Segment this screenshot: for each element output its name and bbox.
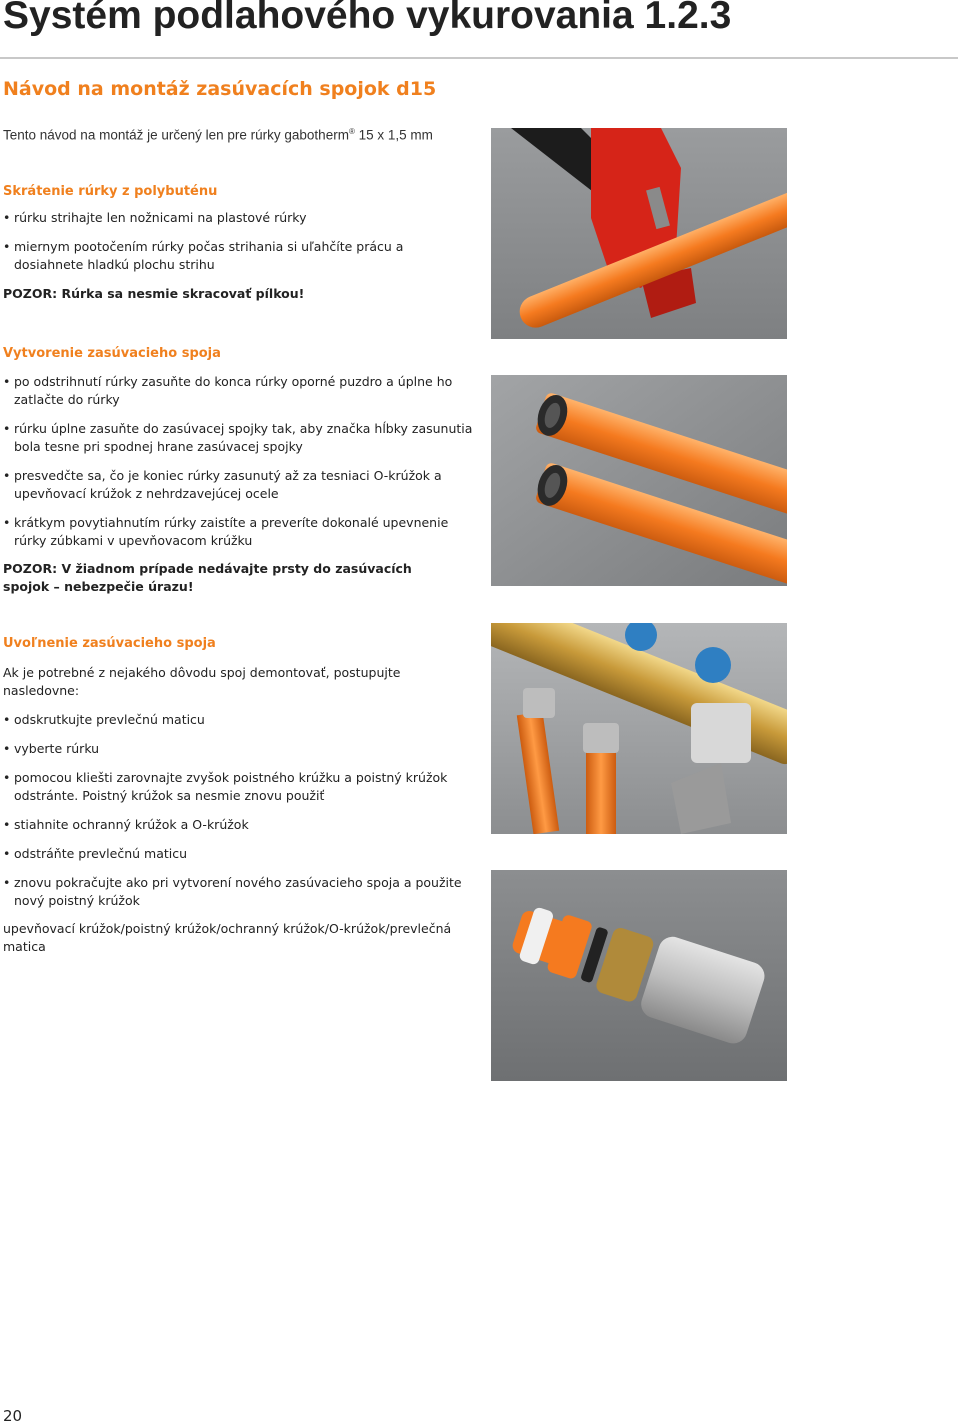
- list-item: • pomocou kliešti zarovnajte zvyšok poistného krúžku a poistný krúžok odstránte. Poistný krúžok sa nesmie znovu použiť: [3, 770, 448, 803]
- warning-text: POZOR: V žiadnom prípade nedávajte prsty do zasúvacích spojok – nebezpečie úrazu!: [3, 561, 412, 594]
- section-intro: Ak je potrebné z nejakého dôvodu spoj demontovať, postupujte nasledovne:: [3, 665, 401, 698]
- section-heading: Skrátenie rúrky z polybuténu: [3, 184, 218, 199]
- intro-text: Tento návod na montáž je určený len pre rúrky gabotherm® 15 x 1,5 mm: [3, 127, 433, 143]
- photo-fitting-rings: [491, 870, 787, 1081]
- list-item: • po odstrihnutí rúrky zasuňte do konca rúrky oporné puzdro a úplne ho zatlačte do rúrky: [3, 374, 453, 407]
- list-item: • odstráňte prevlečnú maticu: [3, 846, 188, 861]
- section-heading: Vytvorenie zasúvacieho spoja: [3, 346, 221, 361]
- list-item: • presvedčte sa, čo je koniec rúrky zasunutý až za tesniaci O-krúžok a upevňovací krúžok z nehrdzavejúcej ocele: [3, 468, 442, 501]
- list-item: • krátkym povytiahnutím rúrky zaistíte a preveríte dokonalé upevnenie rúrky zúbkami v upevňovacom krúžku: [3, 515, 449, 548]
- section-connect: [3, 345, 473, 596]
- list-item: • miernym pootočením rúrky počas strihania si uľahčíte prácu a dosiahnete hladkú plochu strihu: [3, 239, 404, 272]
- parts-caption: upevňovací krúžok/poistný krúžok/ochranný krúžok/O-krúžok/prevlečná matica: [3, 921, 452, 954]
- list-item: • rúrku strihajte len nožnicami na plastové rúrky: [3, 210, 307, 225]
- warning-text: POZOR: Rúrka sa nesmie skracovať pílkou!: [3, 286, 305, 301]
- page-number: 20: [3, 1407, 23, 1425]
- title-divider: [0, 57, 958, 59]
- section-heading: Uvoľnenie zasúvacieho spoja: [3, 636, 216, 651]
- photo-pipes-with-sleeves: [491, 375, 787, 586]
- section-cutting: [3, 183, 473, 303]
- list-item: • znovu pokračujte ako pri vytvorení nového zasúvacieho spoja a použite nový poistný krúžok: [3, 875, 462, 908]
- page-title: Systém podlahového vykurovania 1.2.3: [3, 0, 732, 37]
- list-item: • vyberte rúrku: [3, 741, 100, 756]
- section-release: [3, 635, 473, 956]
- list-item: • stiahnite ochranný krúžok a O-krúžok: [3, 817, 249, 832]
- list-item: • rúrku úplne zasuňte do zasúvacej spojky tak, aby značka hĺbky zasunutia bola tesne pri spodnej hrane zasúvacej spojky: [3, 421, 473, 454]
- photo-manifold: [491, 623, 787, 834]
- list-item: • odskrutkujte prevlečnú maticu: [3, 712, 205, 727]
- photo-pipe-cutter: [491, 128, 787, 339]
- instruction-heading: Návod na montáž zasúvacích spojok d15: [3, 78, 437, 100]
